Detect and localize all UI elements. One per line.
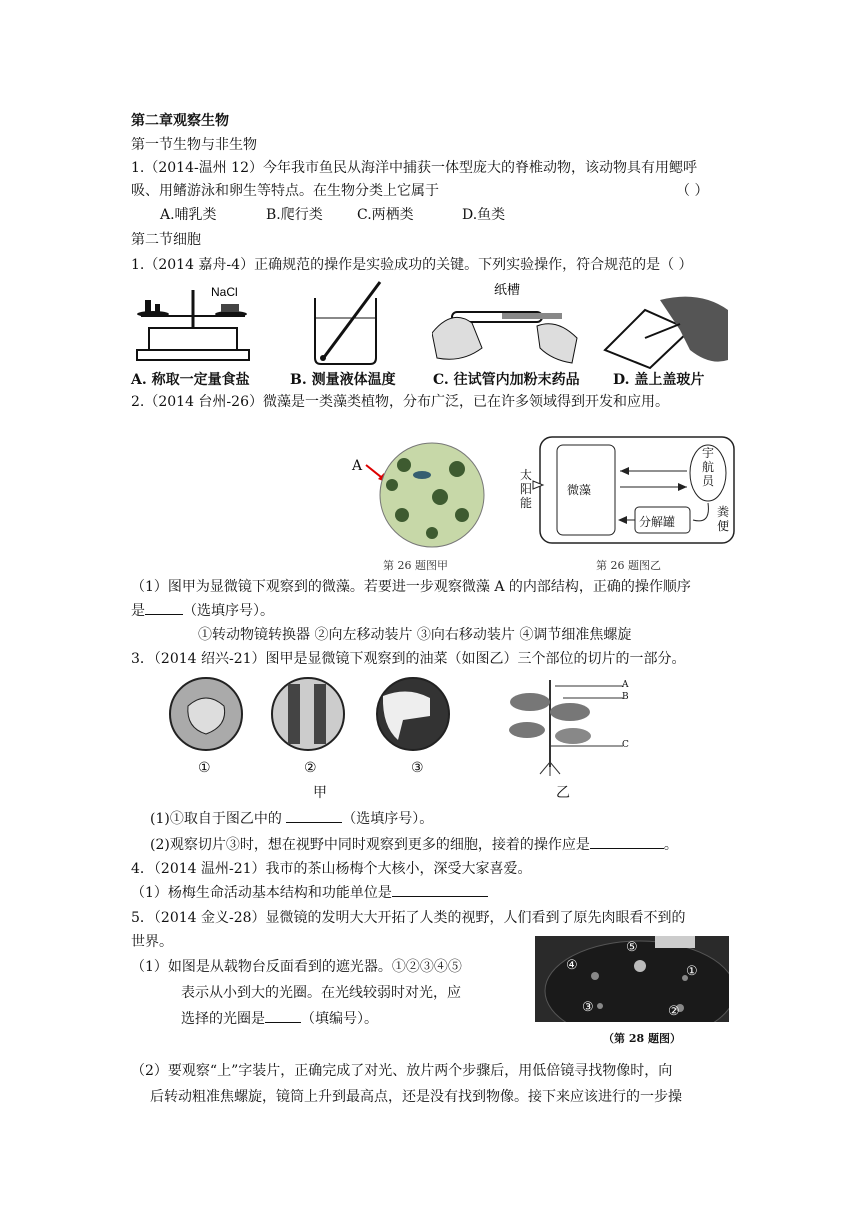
question-text: （2）要观察“上”字装片，正确完成了对光、放片两个步骤后，用低倍镜寻找物像时，向 bbox=[131, 1063, 673, 1079]
caption-c: C. 往试管内加粉末药品 bbox=[433, 372, 580, 388]
paper-label: 纸槽 bbox=[494, 282, 521, 297]
answer-paren: （ ） bbox=[676, 183, 709, 199]
aperture-4: ④ bbox=[566, 958, 578, 973]
plant-label-b: B bbox=[622, 692, 629, 702]
test-tube-illustration bbox=[432, 278, 582, 368]
caption-a: A. 称取一定量食盐 bbox=[131, 372, 250, 388]
option-d: D.鱼类 bbox=[462, 207, 506, 223]
figure-caption: 第 26 题图乙 bbox=[596, 559, 661, 572]
slice-num-1: ① bbox=[198, 760, 211, 776]
section-title-1: 第一节生物与非生物 bbox=[131, 137, 257, 153]
figure-label-a: A bbox=[352, 458, 363, 474]
question-text: (1)①取自于图乙中的 （选填序号）。 bbox=[150, 811, 434, 827]
aperture-1: ① bbox=[686, 964, 698, 979]
question-text: 4．（2014 温州-21）我市的茶山杨梅个大核小，深受大家喜爱。 bbox=[131, 861, 532, 877]
astronaut-label: 宇航员 bbox=[702, 446, 715, 488]
question-text: 吸、用鳍游泳和卵生等特点。在生物分类上它属于 bbox=[131, 183, 439, 199]
aperture-2: ② bbox=[668, 1004, 680, 1019]
question-text: 后转动粗准焦螺旋，镜筒上升到最高点，还是没有找到物像。接下来应该进行的一步操 bbox=[150, 1089, 682, 1105]
slice-images bbox=[168, 676, 468, 756]
option-steps: ①转动物镜转换器 ②向左移动装片 ③向右移动装片 ④调节细准焦螺旋 bbox=[198, 627, 632, 643]
slice-num-3: ③ bbox=[411, 760, 424, 776]
aperture-3: ③ bbox=[582, 1000, 594, 1015]
question-text: 世界。 bbox=[131, 934, 173, 950]
question-text: （1）如图是从载物台反面看到的遮光器。①②③④⑤ bbox=[131, 959, 462, 975]
plant-label-c: C bbox=[622, 740, 629, 750]
decomposer-label: 分解罐 bbox=[639, 515, 676, 529]
rapeseed-plant bbox=[505, 672, 635, 777]
microscope-view bbox=[362, 435, 487, 550]
sun-label: 太阳能 bbox=[520, 468, 533, 510]
caption-d: D. 盖上盖玻片 bbox=[613, 372, 705, 388]
question-text: 3．（2014 绍兴-21）图甲是显微镜下观察到的油菜（如图乙）三个部位的切片的一部分。 bbox=[131, 651, 686, 667]
nacl-label: NaCl bbox=[211, 285, 238, 299]
figure-caption: （第 28 题图） bbox=[603, 1032, 681, 1045]
section-title-2: 第二节细胞 bbox=[131, 232, 201, 248]
plant-label-a: A bbox=[622, 680, 629, 690]
option-b: B.爬行类 bbox=[266, 207, 323, 223]
slice-num-2: ② bbox=[304, 760, 317, 776]
beaker-illustration bbox=[300, 278, 390, 368]
figure-label-jia: 甲 bbox=[313, 785, 327, 801]
figure-label-yi: 乙 bbox=[556, 785, 570, 801]
question-text: 表示从小到大的光圈。在光线较弱时对光，应 bbox=[181, 985, 461, 1001]
question-text: （1）杨梅生命活动基本结构和功能单位是 bbox=[131, 882, 488, 902]
option-c: C.两栖类 bbox=[357, 207, 414, 223]
aperture-5: ⑤ bbox=[626, 940, 638, 955]
coverslip-illustration bbox=[600, 290, 730, 370]
question-text: （1）图甲为显微镜下观察到的微藻。若要进一步观察微藻 A 的内部结构，正确的操作顺序 bbox=[131, 579, 691, 595]
question-text: 5．（2014 金义-28）显微镜的发明大大开拓了人类的视野，人们看到了原先肉眼看不到的 bbox=[131, 910, 686, 926]
question-text: 选择的光圈是 （填编号）。 bbox=[181, 1011, 378, 1027]
caption-b: B. 测量液体温度 bbox=[290, 372, 396, 388]
feces-label: 粪便 bbox=[717, 505, 730, 533]
question-text: 2.（2014 台州-26）微藻是一类藻类植物，分布广泛，已在许多领域得到开发和应用。 bbox=[131, 394, 669, 410]
chapter-title: 第二章观察生物 bbox=[131, 113, 229, 129]
question-text: 1.（2014 嘉舟-4）正确规范的操作是实验成功的关键。下列实验操作，符合规范的是（ ） bbox=[131, 257, 693, 273]
algae-label: 微藻 bbox=[567, 483, 592, 497]
question-text: (2)观察切片③时，想在视野中同时观察到更多的细胞，接着的操作应是 。 bbox=[150, 837, 678, 853]
figure-caption: 第 26 题图甲 bbox=[383, 559, 448, 572]
balance-illustration bbox=[131, 278, 256, 368]
option-a: A.哺乳类 bbox=[160, 207, 217, 223]
question-text: 1.（2014-温州 12）今年我市鱼民从海洋中捕获一体型庞大的脊椎动物，该动物具有用鳃呼 bbox=[131, 160, 697, 176]
question-text: 是 （选填序号）。 bbox=[131, 603, 274, 619]
